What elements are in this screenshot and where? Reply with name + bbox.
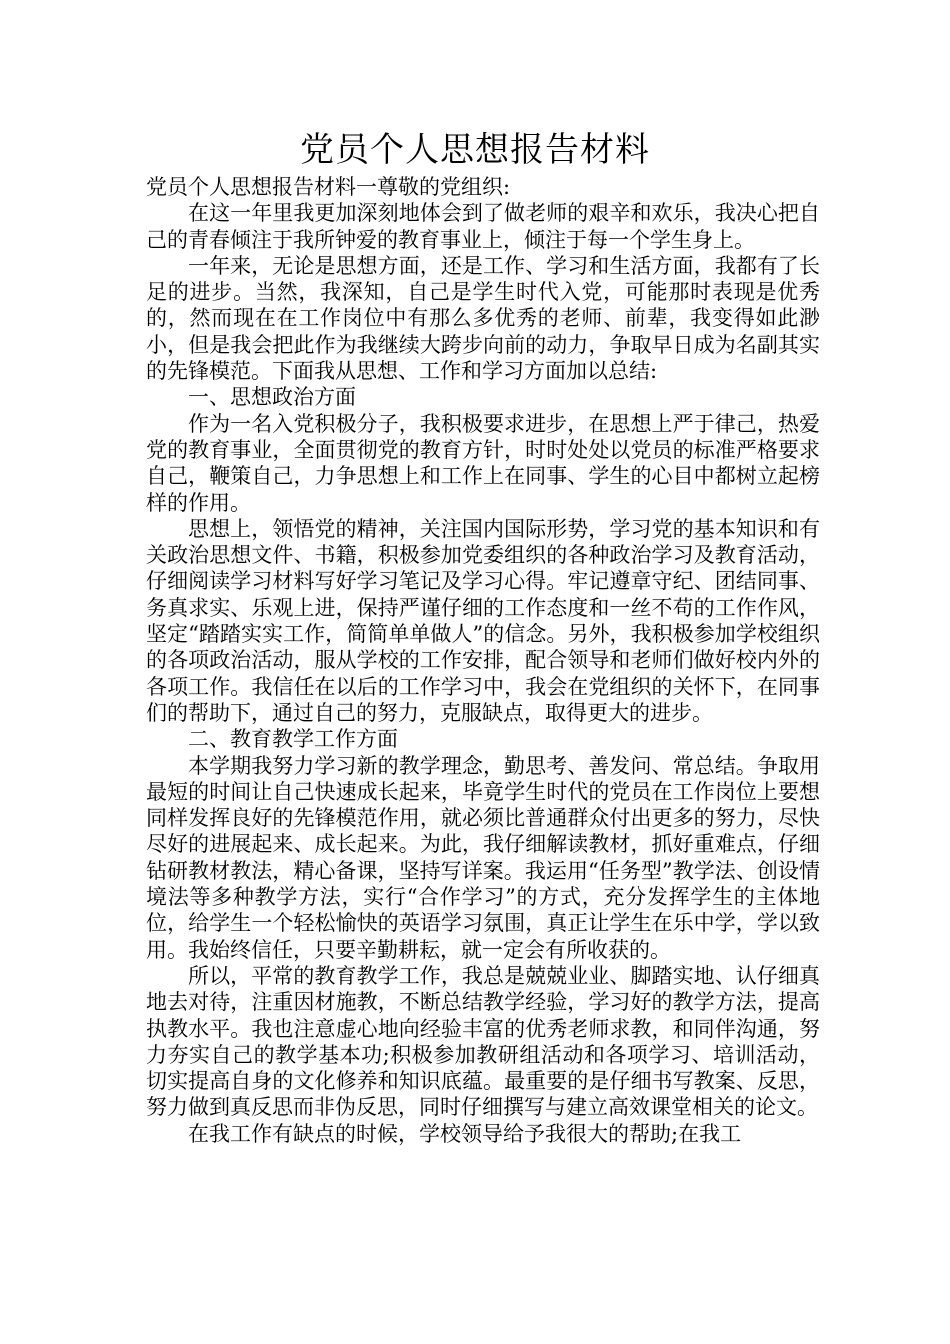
paragraph-activist: 作为一名入党积极分子，我积极要求进步，在思想上严于律己，热爱党的教育事业，全面贯彻党的教育方针，时时处处以党员的标准严格要求自己，鞭策自己，力争思想上和工作上在同事、学生的心目中都树立起榜样的作用。 [146, 411, 820, 515]
section-heading-teaching: 二、教育教学工作方面 [188, 727, 398, 752]
paragraph-thinking: 思想上，领悟党的精神，关注国内国际形势，学习党的基本知识和有关政治思想文件、书籍，积极参加党委组织的各种政治学习及教育活动，仔细阅读学习材料写好学习笔记及学习心得。牢记遵章守纪、团结同事、务真求实、乐观上进，保持严谨仔细的工作态度和一丝不苟的工作作风，坚定“踏踏实实工作，简简单单做人”的信念。另外，我积极参加学校组织的各项政治活动，服从学校的工作安排，配合领导和老师们做好校内外的各项工作。我信任在以后的工作学习中，我会在党组织的关怀下，在同事们的帮助下，通过自己的努力，克服缺点，取得更大的进步。 [146, 516, 820, 725]
paragraph-daily-work: 所以，平常的教育教学工作，我总是兢兢业业、脚踏实地、认仔细真地去对待，注重因材施教，不断总结教学经验，学习好的教学方法，提高执教水平。我也注意虚心地向经验丰富的优秀老师求教，和同伴沟通，努力夯实自己的教学基本功;积极参加教研组活动和各项学习、培训活动，切实提高自身的文化修养和知识底蕴。最重要的是仔细书写教案、反思，努力做到真反思而非伪反思，同时仔细撰写与建立高效课堂相关的论文。 [146, 963, 820, 1120]
paragraph-summary: 一年来，无论是思想方面，还是工作、学习和生活方面，我都有了长足的进步。当然，我深知，自己是学生时代入党，可能那时表现是优秀的，然而现在在工作岗位中有那么多优秀的老师、前辈，我变得如此渺小，但是我会把此作为我继续大跨步向前的动力，争取早日成为名副其实的先锋模范。下面我从思想、工作和学习方面加以总结: [146, 253, 820, 384]
section-heading-political: 一、思想政治方面 [188, 385, 356, 410]
paragraph-shortcomings: 在我工作有缺点的时候，学校领导给予我很大的帮助;在我工 [188, 1121, 742, 1146]
document-title: 党员个人思想报告材料 [300, 130, 650, 170]
salutation: 党员个人思想报告材料一尊敬的党组织: [146, 175, 511, 199]
paragraph-learning: 本学期我努力学习新的教学理念，勤思考、善发问、常总结。争取用最短的时间让自己快速成长起来，毕竟学生时代的党员在工作岗位上要想同样发挥良好的先锋模范作用，就必须比普通群众付出更多的努力，尽快尽好的进展起来、成长起来。为此，我仔细解读教材，抓好重难点，仔细钻研教材教法，精心备课，坚持写详案。我运用“任务型”教学法、创设情境法等多种教学方法，实行“合作学习”的方式，充分发挥学生的主体地位，给学生一个轻松愉快的英语学习氛围，真正让学生在乐中学，学以致用。我始终信任，只要辛勤耕耘，就一定会有所收获的。 [146, 753, 820, 962]
paragraph-intro: 在这一年里我更加深刻地体会到了做老师的艰辛和欢乐，我决心把自己的青春倾注于我所钟爱的教育事业上，倾注于每一个学生身上。 [146, 201, 820, 252]
document-body [146, 174, 820, 1147]
